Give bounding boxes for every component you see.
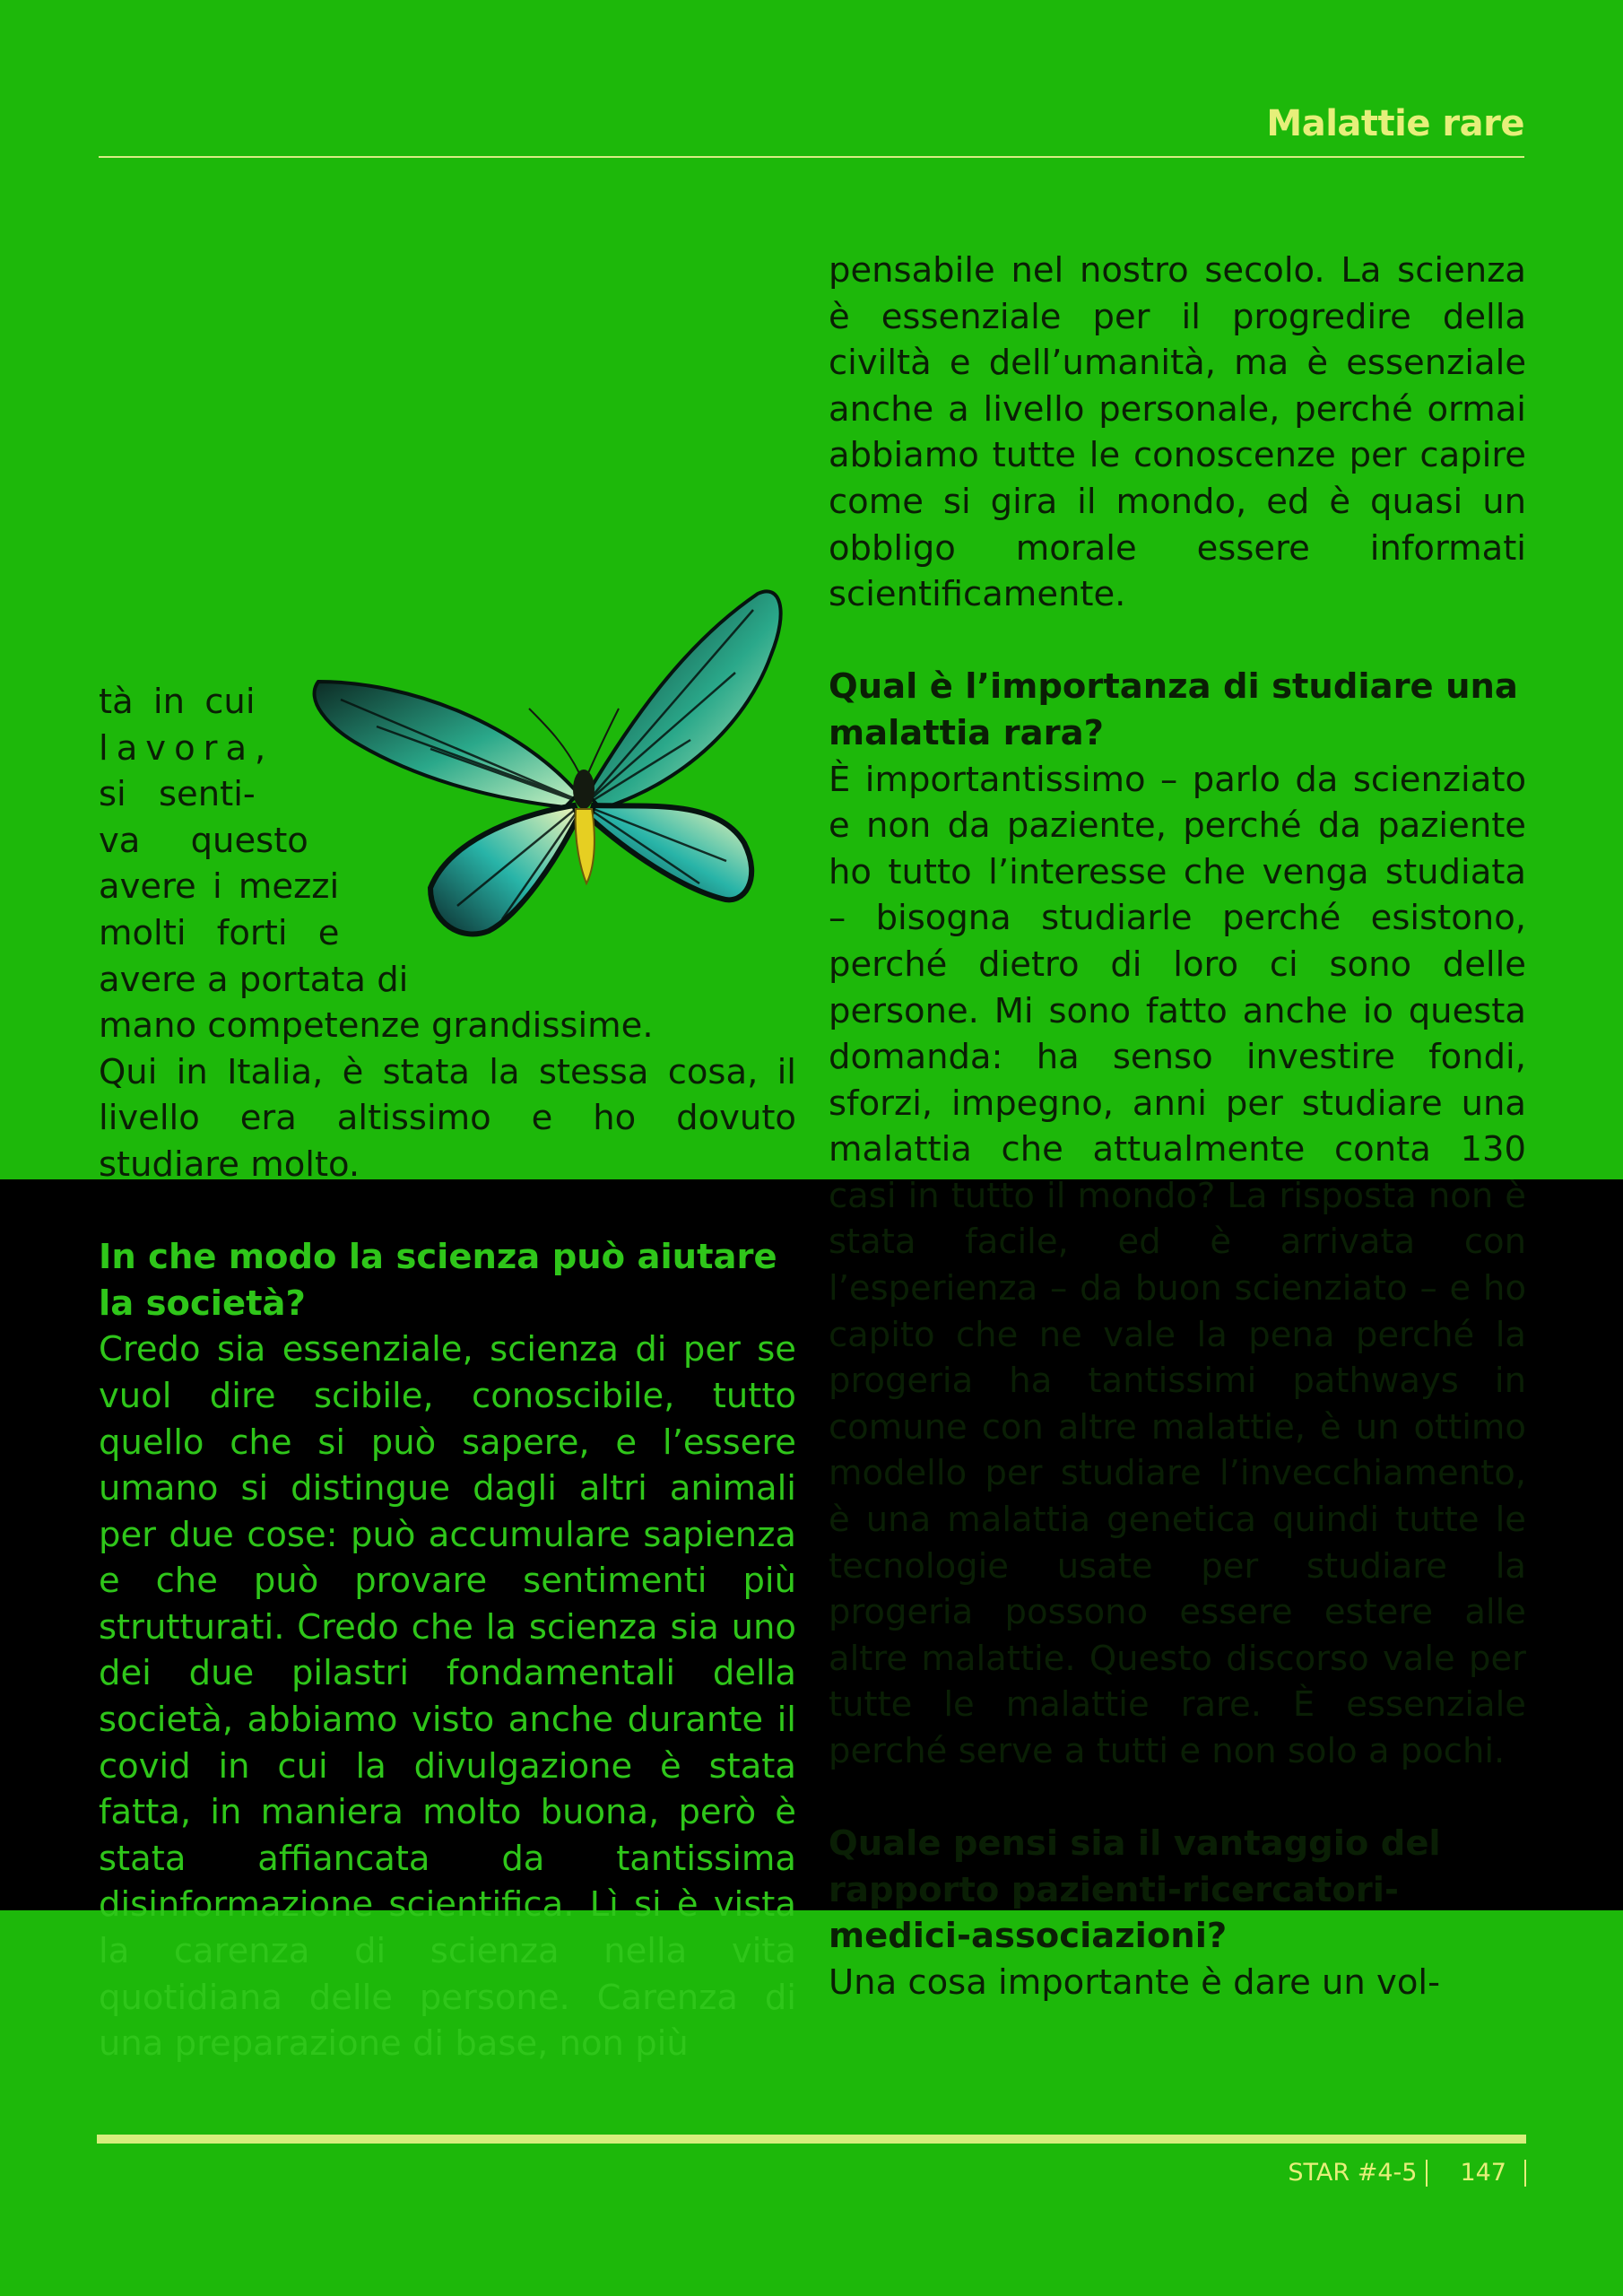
- left-column: [99, 679, 796, 2067]
- magazine-issue: STAR #4-5: [1288, 2159, 1418, 2187]
- footer-rule: [97, 2135, 1526, 2144]
- right-column: [829, 248, 1526, 2006]
- wrap-line: si senti-: [99, 774, 256, 815]
- wrap-line: avere a portata di: [99, 959, 409, 1000]
- header-rule: [99, 156, 1524, 158]
- wrap-line: lavora,: [99, 727, 274, 769]
- question-heading: In che modo la scienza può aiutare la società?: [99, 1237, 777, 1324]
- paragraph: Una cosa importante è dare un vol-: [829, 1961, 1440, 2003]
- wrap-line: molti forti e: [99, 912, 340, 953]
- wrap-line: tà in cui: [99, 682, 256, 722]
- paragraph: È importantissimo – parlo da scienziato e non da paziente, perché da paziente ho tutto l’interesse che venga studiata – bisogna studiarle perché esistono, perché dietro di loro ci sono delle persone. Mi sono fatto anche io questa domanda: ha senso investire fondi, sforzi, impegno, anni per studiare una malattia che attualmente conta 130 casi in tutto il mondo? La risposta non è stata facile, ed è arrivata con l’esperienza – da buon scienziato – e ho capito che ne vale la pena perché la progeria ha tantissimi pathways in comune con altre malattie, è un ottimo modello per studiare l’invecchiamento, è una malattia genetica quindi tutte le tecnologie usate per studiare la progeria possono essere estere alle altre malattie. Questo discorso vale per tutte le malattie rare. È essenziale perché serve a tutti e non solo a pochi.: [829, 759, 1526, 1771]
- page-number: 147: [1460, 2159, 1506, 2187]
- footer-divider: [1524, 2160, 1526, 2187]
- wrap-line: va questo: [99, 820, 308, 861]
- paragraph: Qui in Italia, è stata la stessa cosa, il livello era altissimo e ho dovuto studiare molto.: [99, 1051, 796, 1185]
- paragraph: pensabile nel nostro secolo. La scienza è essenziale per il progredire della civiltà e dell’umanità, ma è essenziale anche a livello personale, perché ormai abbiamo tutte le conoscenze per capire come si gira il mondo, ed è quasi un obbligo morale essere informati scientificamente.: [829, 250, 1526, 615]
- footer-divider: [1426, 2160, 1428, 2187]
- paragraph: Credo sia essenziale, scienza di per se vuol dire scibile, conoscibile, tutto quello che si può sapere, e l’essere umano si distingue dagli altri animali per due cose: può accumulare sapienza e che può provare sentimenti più strutturati. Credo che la scienza sia uno dei due pilastri fondamentali della società, abbiamo visto anche durante il covid in cui la divulgazione è stata fatta, in maniera molto buona, però è stata affiancata da tantissima disinformazione scientifica. Lì si è vista la carenza di scienza nella vita quotidiana delle persone. Carenza di una preparazione di base, non più: [99, 1329, 796, 2065]
- wrap-line: mano competenze grandissime.: [99, 1005, 654, 1047]
- question-heading: Quale pensi sia il vantaggio del rapporto pazienti-ricercatori-medici-associazioni?: [829, 1823, 1441, 1957]
- section-title: Malattie rare: [1266, 103, 1524, 144]
- page-footer: [1288, 2159, 1526, 2187]
- wrap-line: avere i mezzi: [99, 866, 340, 908]
- question-heading: Qual è l’importanza di studiare una malattia rara?: [829, 666, 1518, 753]
